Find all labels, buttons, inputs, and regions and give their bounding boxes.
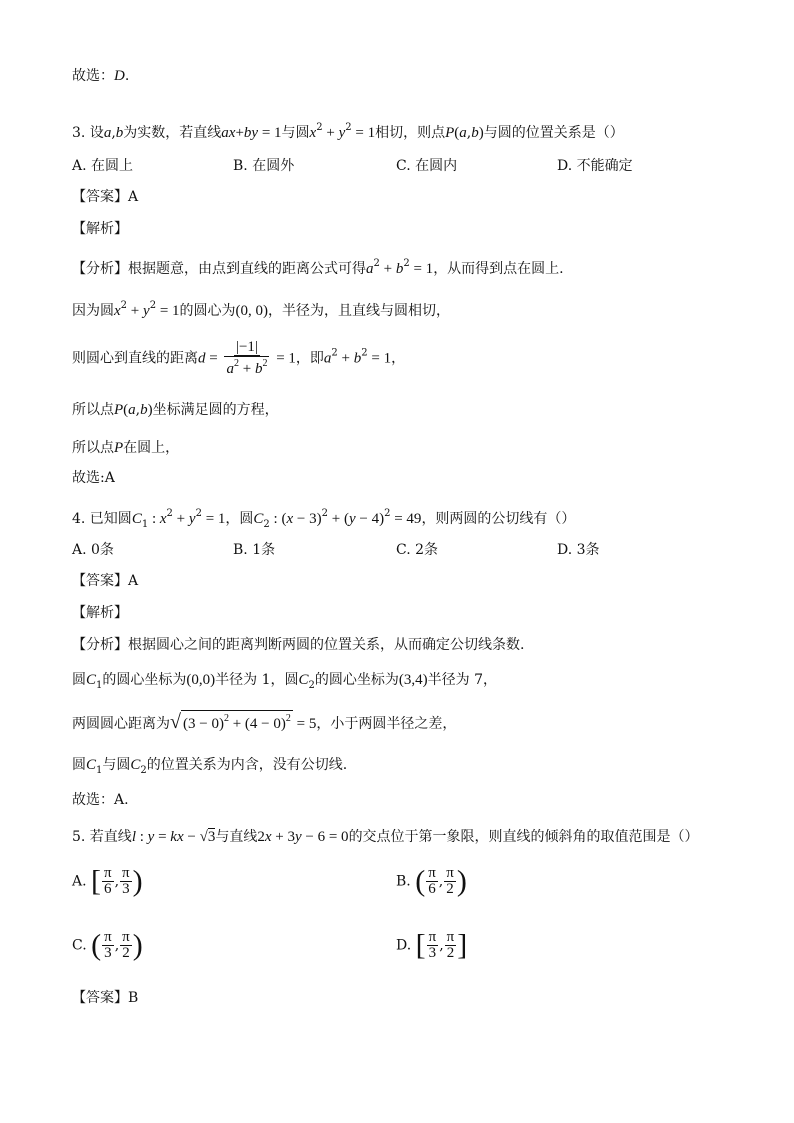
question-3: 3. 设a,b为实数，若直线ax+by = 1与圆$x^2 + y^2 = 1$相切，则点P(a,b)与圆的位置关系是（）	[72, 122, 624, 141]
q4-option-d: D. 3条	[557, 542, 600, 558]
q5-option-c: C. ( $\frac{\pi}{3}$ , $\frac{\pi}{2}$ )	[72, 928, 143, 962]
q3-step-4: 所以点P在圆上，	[72, 440, 180, 456]
q4-option-b: B. 1条	[233, 542, 276, 558]
q4-fenxi: 【分析】根据圆心之间的距离判断两圆的位置关系，从而确定公切线条数.	[72, 637, 525, 653]
q4-analysis-heading: 【解析】	[72, 605, 128, 621]
q5-option-b: B. ( $\frac{\pi}{6}$ , $\frac{\pi}{2}$ )	[396, 864, 467, 898]
q3-option-a: A. 在圆上	[72, 158, 134, 174]
q4-option-a: A. 0条	[72, 542, 114, 558]
q5-option-d: D. [ $\frac{\pi}{3}$ , $\frac{\pi}{2}$ ]	[396, 928, 468, 962]
q4-step-2: 两圆圆心距离为√ $(3 - 0)^2 + (4 - 0)^2 = 5$，小于两圆半径之差，	[72, 711, 457, 733]
prev-answer-line: 故选：D.	[72, 68, 130, 84]
q4-step-3: 圆$C_1$与圆$C_2$的位置关系为内含，没有公切线.	[72, 757, 348, 776]
q5-answer: 【答案】B	[72, 990, 139, 1006]
q3-fenxi: 【分析】根据题意，由点到直线的距离公式可得$a^2 + b^2 = 1$，从而得到点在圆上.	[72, 258, 564, 277]
q3-choice: 故选:A	[72, 470, 115, 486]
q4-step-1: 圆$C_1$的圆心坐标为(0,0)半径为 1，圆$C_2$的圆心坐标为(3,4)半径为 7，	[72, 672, 497, 691]
q3-step-3: 所以点P(a,b)坐标满足圆的方程，	[72, 402, 279, 418]
q3-answer: 【答案】A	[72, 189, 139, 205]
question-5: 5. 若直线l : y = kx − √3与直线2x + 3y − 6 = 0的交点位于第一象限，则直线的倾斜角的取值范围是（）	[72, 829, 699, 845]
q3-option-c: C. 在圆内	[396, 158, 458, 174]
q3-step-1: 因为圆$x^2 + y^2 = 1$的圆心为(0, 0)，半径为，且直线与圆相切，	[72, 300, 451, 319]
q4-answer: 【答案】A	[72, 573, 139, 589]
q3-step-2: 则圆心到直线的距离d = $\frac{|-1|}{a^2 + b^2}$ = 1，即$a^2 + b^2 = 1$，	[72, 339, 406, 377]
q4-choice: 故选：A.	[72, 792, 129, 808]
q3-option-b: B. 在圆外	[233, 158, 295, 174]
question-4: 4. 已知圆$C_1$ : $x^2 + y^2 = 1$，圆$C_2$ : $(x - 3)^2 + (y - 4)^2 = 49$，则两圆的公切线有（）	[72, 508, 576, 530]
q3-analysis-heading: 【解析】	[72, 221, 128, 237]
q4-option-c: C. 2条	[396, 542, 439, 558]
q5-option-a: A. [ $\frac{\pi}{6}$ , $\frac{\pi}{3}$ )	[72, 864, 143, 898]
q3-option-d: D. 不能确定	[557, 158, 633, 174]
